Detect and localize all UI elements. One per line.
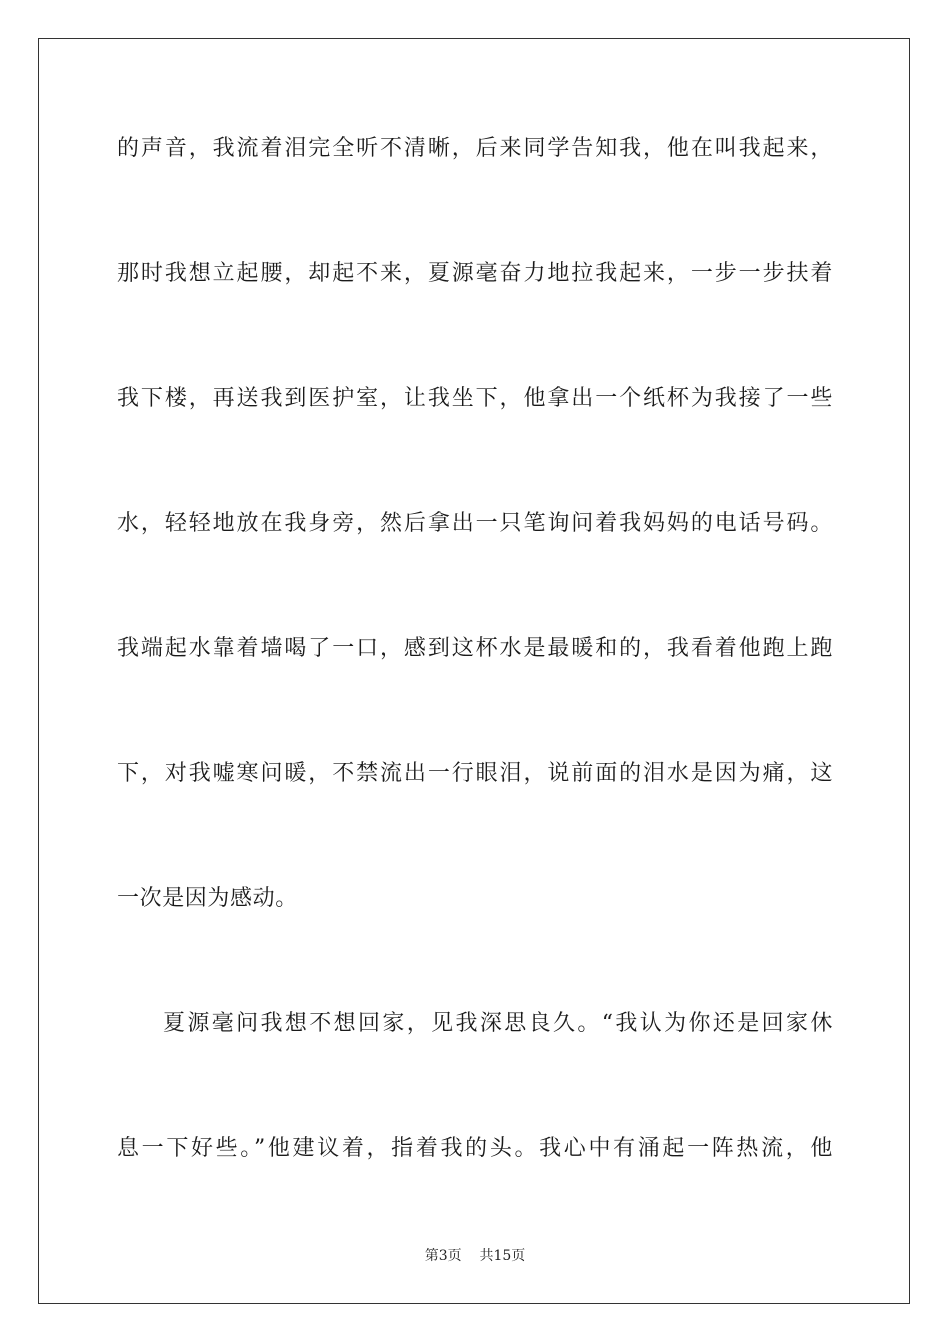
- page-total: 共15页: [479, 1248, 526, 1264]
- paragraph-line-5: 我端起水靠着墙喝了一口，感到这杯水是最暖和的，我看着他跑上跑: [117, 636, 833, 661]
- page-border: [38, 38, 910, 1304]
- page-number: 第3页: [424, 1248, 462, 1264]
- page-footer: [0, 1247, 950, 1265]
- paragraph-line-4: 水，轻轻地放在我身旁，然后拿出一只笔询问着我妈妈的电话号码。: [117, 511, 833, 536]
- paragraph-line-8: 夏源毫问我想不想回家，见我深思良久。“我认为你还是回家休: [163, 1011, 833, 1036]
- paragraph-line-3: 我下楼，再送我到医护室，让我坐下，他拿出一个纸杯为我接了一些: [117, 386, 833, 411]
- paragraph-line-6: 下，对我嘘寒问暖，不禁流出一行眼泪，说前面的泪水是因为痛，这: [117, 761, 833, 786]
- paragraph-line-1: 的声音，我流着泪完全听不清晰，后来同学告知我，他在叫我起来，: [117, 136, 833, 161]
- paragraph-line-7: 一次是因为感动。: [117, 886, 298, 911]
- paragraph-line-9: 息一下好些。”他建议着，指着我的头。我心中有涌起一阵热流，他: [117, 1136, 833, 1161]
- paragraph-line-2: 那时我想立起腰，却起不来，夏源毫奋力地拉我起来，一步一步扶着: [117, 261, 833, 286]
